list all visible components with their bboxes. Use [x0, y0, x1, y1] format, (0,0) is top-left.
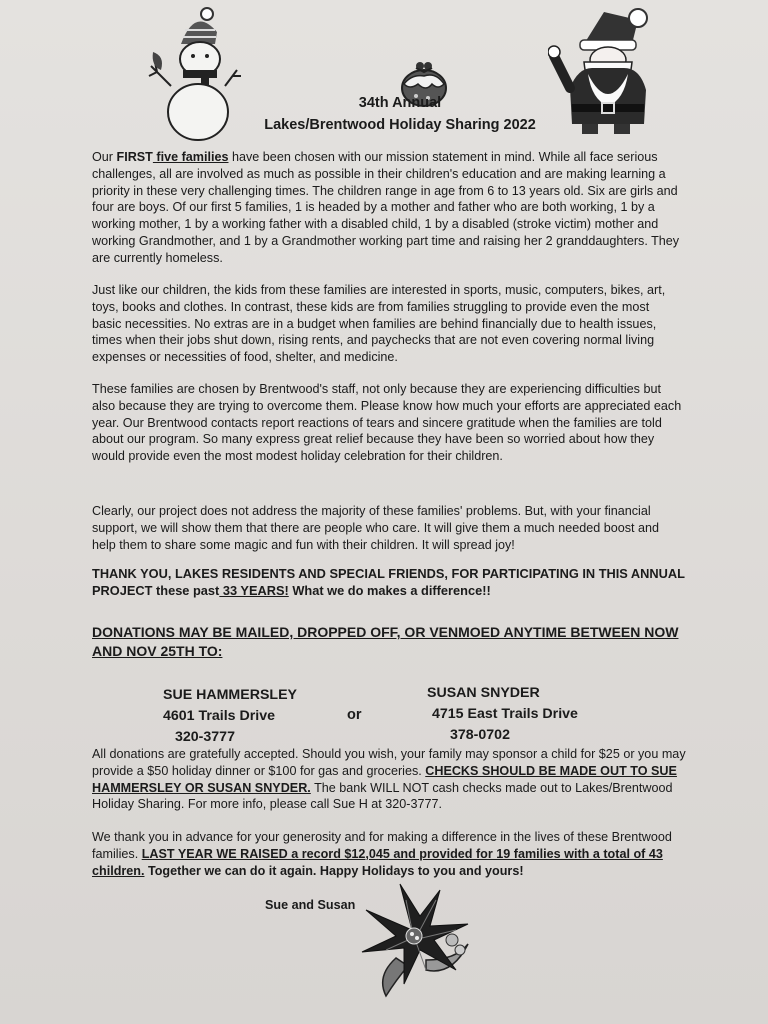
contact-right-address: 4715 East Trails Drive: [432, 706, 578, 722]
thanks-text: THANK YOU, LAKES RESIDENTS AND SPECIAL FRIENDS, FOR PARTICIPATING IN THIS ANNUAL PROJECT these past: [92, 566, 685, 598]
signature: Sue and Susan: [265, 898, 356, 912]
donation-details-paragraph: [92, 746, 692, 813]
poinsettia-icon: [356, 880, 480, 1000]
last-year-raised: LAST YEAR WE RAISED a record $12,045 and provided for 19 families with a total of 43 children.: [92, 846, 663, 878]
contact-left-phone: 320-3777: [175, 729, 235, 745]
selection-paragraph: These families are chosen by Brentwood's staff, not only because they are experiencing difficulties but also because they are trying to overcome them. Please know how much your efforts are appreciated each year. Our Brentwood contacts report reactions of tears and sincere gratitude when the families are told about our program. So many express great relief because they have been so worried about how they would provide even the most modest holiday celebration for their children.: [92, 382, 682, 464]
santa-icon: [548, 4, 658, 140]
thanks-tail: What we do makes a difference!!: [288, 582, 491, 598]
flyer-title: [240, 92, 560, 136]
title-line-2: Lakes/Brentwood Holiday Sharing 2022: [264, 117, 536, 133]
contact-right: [427, 683, 578, 746]
checks-payable-note: CHECKS SHOULD BE MADE OUT TO SUE HAMMERSLEY OR SUSAN SNYDER.: [92, 763, 677, 795]
children-paragraph: Just like our children, the kids from these families are interested in sports, music, computers, bikes, art, toys, books and clothes. In contrast, these kids are from families struggling to provide even the most basic necessities. No extras are in a budget when families are behind financially due to health issues, times when their jobs shut down, rising rents, and paychecks that are not even covering normal living expenses or necessities of food, shelter, and medicine.: [92, 283, 666, 365]
closing-tail: Together we can do it again. Happy Holidays to you and yours!: [144, 863, 524, 878]
donations-heading: DONATIONS MAY BE MAILED, DROPPED OFF, OR VENMOED ANYTIME BETWEEN NOW AND NOV 25TH TO:: [92, 624, 679, 659]
closing-text: We thank you in advance for your generosity and for making a difference in the lives of these Brentwood families.: [92, 830, 672, 861]
thanks-years: 33 YEARS!: [219, 582, 289, 598]
intro-first: FIRST: [116, 150, 153, 164]
support-paragraph: Clearly, our project does not address the majority of these families' problems. But, with your financial support, we will show them that there are people who care. It will give them a much needed boost and help them to share some magic and fun with their children. It will spread joy!: [92, 504, 660, 552]
intro-paragraph: [92, 149, 682, 267]
closing-paragraph: [92, 829, 672, 879]
contact-right-name: SUSAN SNYDER: [427, 685, 540, 701]
title-line-1: 34th Annual: [358, 95, 442, 111]
thanks-paragraph: [92, 566, 692, 600]
contact-left: [163, 685, 297, 748]
donation-text: All donations are gratefully accepted. Should you wish, your family may sponsor a child for $25 or you may provide a $50 holiday dinner or $100 for gas and groceries.: [92, 747, 686, 778]
intro-rest: have been chosen with our mission statement in mind. While all face serious challenges, all are involved as much as possible in their children's education and are making learning a priority in these very challenging times. The children range in age from 6 to 13 years old. Six are girls and four are boys. Of our first 5 families, 1 is headed by a mother and father who are both working, 1 by a working mother, 1 by a working father with a disabled child, 1 by a disabled (stroke victim) mother and working Grandmother, and 1 by a Grandmother working part time and raising her 2 granddaughters. They are currently homeless.: [92, 150, 680, 265]
contact-or: or: [347, 707, 362, 723]
contact-left-name: SUE HAMMERSLEY: [163, 687, 298, 703]
donation-rest: The bank WILL NOT cash checks made out to Lakes/Brentwood Holiday Sharing. For more info, please call Sue H at 320-3777.: [92, 780, 673, 812]
contact-right-phone: 378-0702: [450, 727, 510, 743]
contact-left-address: 4601 Trails Drive: [163, 708, 276, 724]
intro-five-families: five families: [152, 150, 229, 164]
intro-pre: Our: [92, 150, 117, 164]
snowman-icon: [145, 4, 245, 144]
